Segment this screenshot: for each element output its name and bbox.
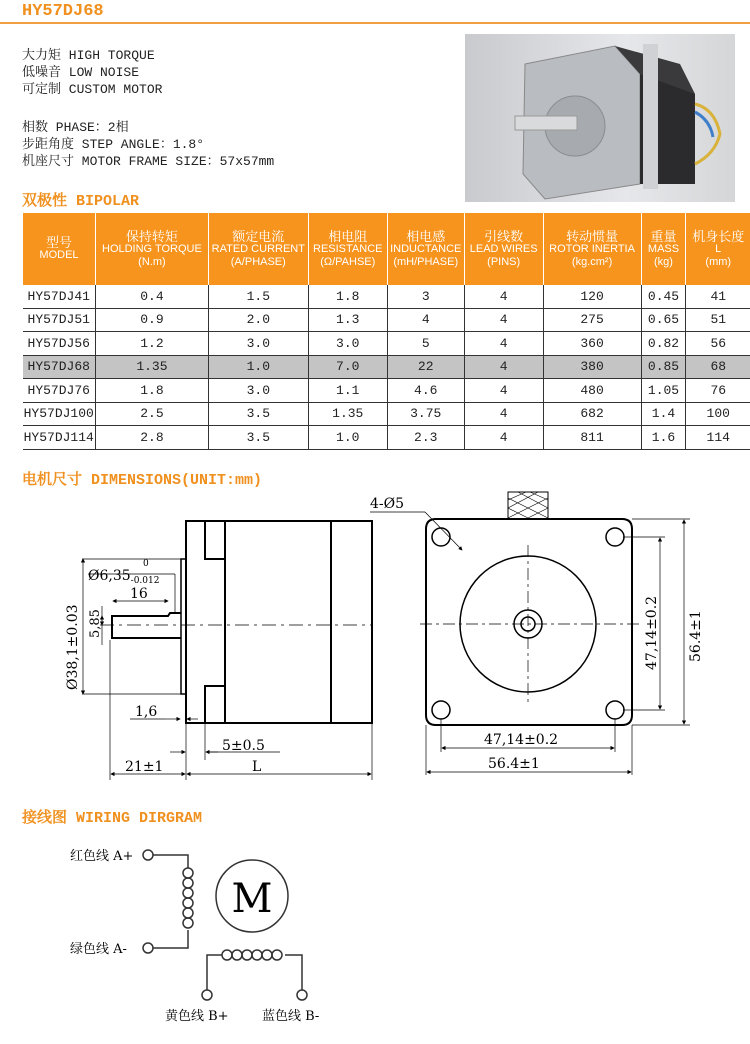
shaft-extension-label: 21±1 xyxy=(125,759,164,775)
header-line: HOLDING TORQUE xyxy=(102,242,202,255)
spec-list xyxy=(22,119,274,170)
table-cell: 76 xyxy=(686,379,750,403)
table-cell: 0.65 xyxy=(641,308,686,332)
table-cell: 22 xyxy=(387,355,464,379)
bipolar-heading: 双极性 BIPOLAR xyxy=(22,193,140,210)
table-cell: HY57DJ76 xyxy=(23,379,96,403)
table-cell: 5 xyxy=(387,332,464,356)
table-cell: 68 xyxy=(686,355,750,379)
header-line: 转动惯量 xyxy=(566,228,619,244)
table-cell: 811 xyxy=(543,426,641,450)
table-cell: 4 xyxy=(464,402,543,426)
wire-b-plus: 黄色线 B+ xyxy=(165,1009,229,1024)
table-cell: 682 xyxy=(543,402,641,426)
wire-a-minus: 绿色线 A- xyxy=(70,942,127,957)
spec-item: 步距角度 STEP ANGLE：1.8° xyxy=(22,137,205,152)
product-title: HY57DJ68 xyxy=(22,2,104,21)
column-header xyxy=(641,213,686,285)
table-cell: 2.5 xyxy=(95,402,208,426)
header-line: 额定电流 xyxy=(232,228,285,244)
table-cell: 380 xyxy=(543,355,641,379)
table-cell: 275 xyxy=(543,308,641,332)
table-cell: 2.3 xyxy=(387,426,464,450)
table-cell: 1.1 xyxy=(308,379,387,403)
column-header xyxy=(95,213,208,285)
header-line: (mm) xyxy=(705,255,732,268)
shaft-tolerance-upper: 0 xyxy=(143,559,149,569)
wire-a-plus: 红色线 A+ xyxy=(70,849,134,864)
hole-spacing-vertical-label: 47,14±0.2 xyxy=(644,595,660,670)
table-cell: 4 xyxy=(464,355,543,379)
table-cell: 4 xyxy=(464,308,543,332)
table-cell: 4 xyxy=(464,426,543,450)
dimensions-heading: 电机尺寸 DIMENSIONS(UNIT:mm) xyxy=(22,472,263,489)
table-cell: 51 xyxy=(686,308,750,332)
table-cell: 480 xyxy=(543,379,641,403)
table-cell: 3.75 xyxy=(387,402,464,426)
wiring-diagram xyxy=(0,830,400,1040)
table-cell: 0.9 xyxy=(95,308,208,332)
table-cell: 1.35 xyxy=(308,402,387,426)
header-line: L xyxy=(715,242,722,255)
table-cell: HY57DJ51 xyxy=(23,308,96,332)
header-line: INDUCTANCE xyxy=(390,242,462,255)
column-header xyxy=(387,213,464,285)
header-line: 相电阻 xyxy=(328,228,368,244)
table-row xyxy=(23,308,750,332)
table-cell: 56 xyxy=(686,332,750,356)
shaft-diameter-label: $Ø6,35_{-0.012}$ xyxy=(88,568,160,586)
coil-b xyxy=(202,950,307,1000)
column-header xyxy=(308,213,387,285)
wiring-heading: 接线图 WIRING DIRGRAM xyxy=(22,810,203,827)
motor-image xyxy=(465,34,735,202)
wire-b-minus: 蓝色线 B- xyxy=(262,1009,320,1024)
column-header xyxy=(543,213,641,285)
table-cell: 0.45 xyxy=(641,285,686,308)
header-line: (Ω/PAHSE) xyxy=(320,255,376,268)
table-cell: HY57DJ100 xyxy=(23,402,96,426)
header-line: (N.m) xyxy=(138,255,166,268)
table-cell: HY57DJ56 xyxy=(23,332,96,356)
table-cell: 1.0 xyxy=(208,355,308,379)
header-line: 相电感 xyxy=(406,228,446,244)
table-cell: 1.4 xyxy=(641,402,686,426)
spec-item: 机座尺寸 MOTOR FRAME SIZE：57x57mm xyxy=(22,154,275,169)
coil-a xyxy=(143,850,193,953)
motor-photo xyxy=(465,34,735,202)
table-cell: 3.0 xyxy=(308,332,387,356)
table-row xyxy=(23,355,750,379)
pilot-depth-label: 1,6 xyxy=(135,704,158,720)
header-line: RESISTANCE xyxy=(313,242,383,255)
table-cell: 2.8 xyxy=(95,426,208,450)
table-cell: 1.35 xyxy=(95,355,208,379)
header-line: RATED CURRENT xyxy=(211,242,305,255)
table-cell: 3.5 xyxy=(208,426,308,450)
table-cell: 2.0 xyxy=(208,308,308,332)
body-width-label: 56.4±1 xyxy=(488,756,540,772)
header-line: MASS xyxy=(647,242,680,255)
header-line: LEAD WIRES xyxy=(469,242,538,255)
table-cell: 4 xyxy=(464,379,543,403)
title-divider xyxy=(0,22,750,24)
table-cell: 1.05 xyxy=(641,379,686,403)
table-row xyxy=(23,285,750,308)
header-line: 型号 xyxy=(45,235,72,250)
column-header xyxy=(23,213,96,285)
spec-table xyxy=(22,213,750,450)
table-cell: 1.0 xyxy=(308,426,387,450)
header-line: (A/PHASE) xyxy=(230,255,286,268)
shaft-length-label: 16 xyxy=(130,586,148,602)
header-line: (kg) xyxy=(654,255,673,268)
table-cell: HY57DJ68 xyxy=(23,355,96,379)
header-line: 引线数 xyxy=(484,228,524,244)
table-cell: 3.0 xyxy=(208,332,308,356)
table-cell: 100 xyxy=(686,402,750,426)
header-line: ROTOR INERTIA xyxy=(549,242,635,255)
table-cell: 120 xyxy=(543,285,641,308)
table-cell: 0.82 xyxy=(641,332,686,356)
table-cell: 41 xyxy=(686,285,750,308)
feature-item: 可定制 CUSTOM MOTOR xyxy=(22,82,163,97)
length-label: L xyxy=(252,759,262,775)
table-cell: 1.8 xyxy=(308,285,387,308)
table-cell: 4 xyxy=(464,285,543,308)
header-line: (kg.cm²) xyxy=(571,255,613,268)
table-cell: 1.8 xyxy=(95,379,208,403)
header-line: 保持转矩 xyxy=(125,228,178,244)
table-row xyxy=(23,332,750,356)
flange-label: 5±0.5 xyxy=(222,738,265,754)
header-line: (mH/PHASE) xyxy=(393,255,459,268)
feature-list xyxy=(22,47,162,98)
column-header xyxy=(208,213,308,285)
holes-label: 4-Ø5 xyxy=(370,496,405,512)
column-header xyxy=(686,213,750,285)
table-cell: 0.85 xyxy=(641,355,686,379)
table-cell: 114 xyxy=(686,426,750,450)
table-cell: 0.4 xyxy=(95,285,208,308)
header-line: MODEL xyxy=(39,249,79,261)
spec-item: 相数 PHASE：2相 xyxy=(22,120,129,135)
table-cell: 1.5 xyxy=(208,285,308,308)
table-cell: 3 xyxy=(387,285,464,308)
table-row xyxy=(23,379,750,403)
table-cell: 1.2 xyxy=(95,332,208,356)
table-cell: 7.0 xyxy=(308,355,387,379)
motor-label: M xyxy=(231,876,273,922)
pilot-diameter-label: Ø38,1±0.03 xyxy=(65,604,81,690)
hole-spacing-horizontal-label: 47,14±0.2 xyxy=(484,732,559,748)
table-cell: 1.3 xyxy=(308,308,387,332)
table-row xyxy=(23,426,750,450)
header-line: (PINS) xyxy=(487,255,521,268)
flat-label: 5,85 xyxy=(88,609,103,638)
table-cell: HY57DJ41 xyxy=(23,285,96,308)
table-cell: 4 xyxy=(464,332,543,356)
table-cell: 3.5 xyxy=(208,402,308,426)
feature-item: 低噪音 LOW NOISE xyxy=(22,65,140,80)
feature-item: 大力矩 HIGH TORQUE xyxy=(22,48,155,63)
table-cell: 4 xyxy=(387,308,464,332)
table-row xyxy=(23,402,750,426)
table-cell: 1.6 xyxy=(641,426,686,450)
table-cell: HY57DJ114 xyxy=(23,426,96,450)
table-cell: 3.0 xyxy=(208,379,308,403)
body-height-label: 56.4±1 xyxy=(688,610,704,662)
table-cell: 360 xyxy=(543,332,641,356)
column-header xyxy=(464,213,543,285)
dimension-drawing xyxy=(0,490,750,790)
header-line: 机身长度 xyxy=(692,228,745,244)
table-cell: 4.6 xyxy=(387,379,464,403)
header-line: 重量 xyxy=(650,228,677,244)
